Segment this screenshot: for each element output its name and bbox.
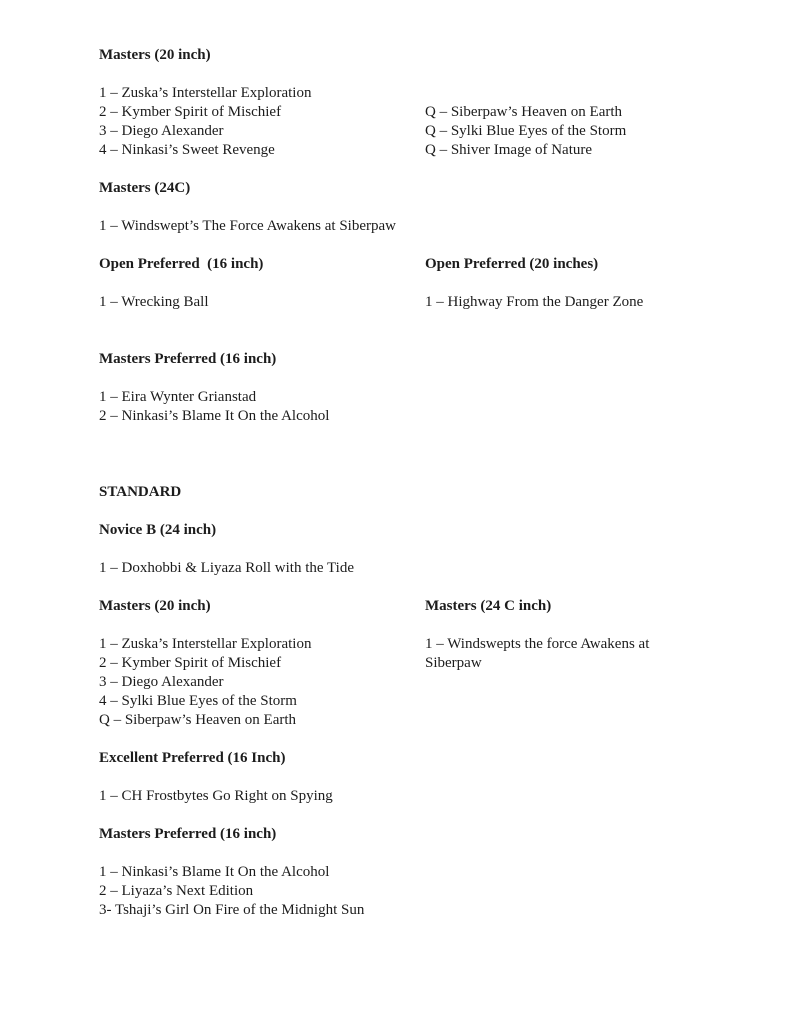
standard-masters-preferred-16-results [99, 863, 695, 920]
heading-standard-masters-20: Masters (20 inch) [99, 598, 211, 614]
open-preferred-results [99, 293, 695, 312]
placement-line: 1 – Wrecking Ball [99, 294, 209, 310]
placement-line: 1 – Zuska’s Interstellar Exploration [99, 636, 312, 652]
placement-line: 3- Tshaji’s Girl On Fire of the Midnight Sun [99, 902, 365, 918]
spacer [99, 331, 695, 350]
heading-excellent-preferred-16: Excellent Preferred (16 Inch) [99, 750, 286, 766]
heading-novice-b-24: Novice B (24 inch) [99, 522, 217, 538]
placement-line: 1 – Windswepts the force Awakens at Siberpaw [425, 636, 654, 671]
heading-standard-masters-preferred-16: Masters Preferred (16 inch) [99, 826, 277, 842]
placement-line: 3 – Diego Alexander [99, 123, 224, 139]
placement-line: 1 – Windswept’s The Force Awakens at Siberpaw [99, 218, 396, 234]
masters-20-results [99, 84, 695, 160]
heading-standard: STANDARD [99, 484, 182, 500]
standard-masters-results [99, 635, 695, 730]
heading-open-preferred-16: Open Preferred (16 inch) [99, 256, 264, 272]
placement-line: 1 – Zuska’s Interstellar Exploration [99, 85, 312, 101]
masters-20-qualifiers [425, 84, 695, 160]
heading-masters-preferred-16: Masters Preferred (16 inch) [99, 351, 277, 367]
placement-line: 4 – Ninkasi’s Sweet Revenge [99, 142, 275, 158]
placement-line: 1 – Highway From the Danger Zone [425, 294, 644, 310]
placement-line: 1 – Doxhobbi & Liyaza Roll with the Tide [99, 560, 354, 576]
heading-masters-20: Masters (20 inch) [99, 47, 211, 63]
standard-masters-24c-placements [425, 635, 695, 673]
placement-line: 1 – CH Frostbytes Go Right on Spying [99, 788, 333, 804]
section-novice-b-24 [99, 521, 695, 540]
placement-line: 1 – Ninkasi’s Blame It On the Alcohol [99, 864, 330, 880]
placement-line: 4 – Sylki Blue Eyes of the Storm [99, 693, 297, 709]
qualifier-line: Q – Siberpaw’s Heaven on Earth [425, 104, 623, 120]
spacer [99, 445, 695, 483]
masters-24c-results [99, 217, 695, 236]
excellent-preferred-16-results [99, 787, 695, 806]
heading-standard-masters-24c: Masters (24 C inch) [425, 598, 552, 614]
placement-line: 1 – Eira Wynter Grianstad [99, 389, 257, 405]
placement-line: 2 – Liyaza’s Next Edition [99, 883, 254, 899]
heading-open-preferred-20: Open Preferred (20 inches) [425, 256, 599, 272]
masters-20-placements [99, 84, 425, 160]
qualifier-line: Q – Shiver Image of Nature [425, 142, 593, 158]
section-masters-24c [99, 179, 695, 198]
section-standard [99, 483, 695, 502]
placement-line: 2 – Kymber Spirit of Mischief [99, 104, 282, 120]
section-excellent-preferred-16 [99, 749, 695, 768]
placement-line: 2 – Kymber Spirit of Mischief [99, 655, 282, 671]
standard-masters-20-placements [99, 635, 425, 730]
placement-line: 2 – Ninkasi’s Blame It On the Alcohol [99, 408, 330, 424]
heading-masters-24c: Masters (24C) [99, 180, 191, 196]
standard-masters-headings [99, 597, 695, 616]
novice-b-24-results [99, 559, 695, 578]
section-masters-preferred-16 [99, 350, 695, 369]
placement-line: Q – Siberpaw’s Heaven on Earth [99, 712, 297, 728]
open-preferred-headings [99, 255, 695, 274]
placement-line: 3 – Diego Alexander [99, 674, 224, 690]
qualifier-line: Q – Sylki Blue Eyes of the Storm [425, 123, 627, 139]
masters-preferred-16-results [99, 388, 695, 426]
section-masters-20 [99, 46, 695, 65]
section-standard-masters-preferred-16 [99, 825, 695, 844]
